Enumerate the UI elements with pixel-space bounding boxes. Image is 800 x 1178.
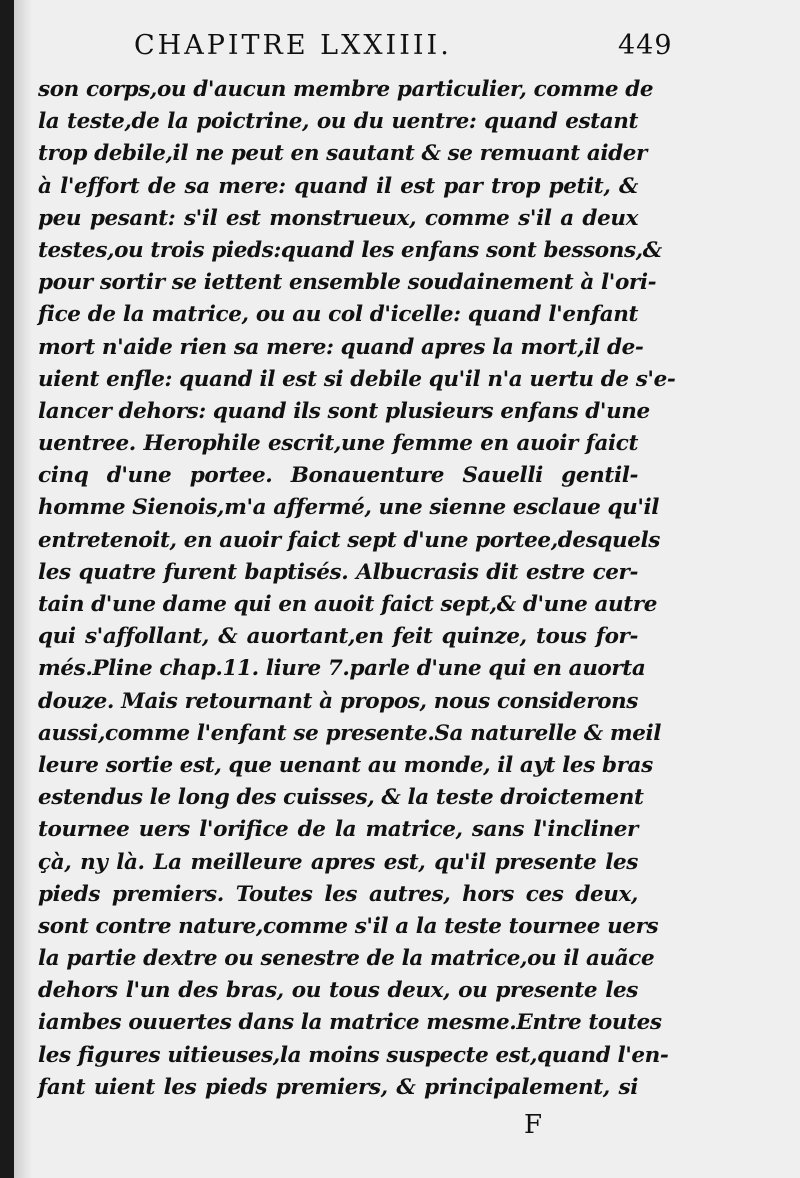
page-header bbox=[134, 30, 674, 70]
text-line: çà, ny là. La meilleure apres est, qu'il presente les bbox=[38, 849, 638, 875]
text-line: entretenoit, en auoir faict sept d'une portee,desquels bbox=[38, 527, 661, 553]
text-line: tain d'une dame qui en auoit faict sept,& d'une autre bbox=[38, 592, 657, 617]
text-line: aussi,comme l'enfant se presente.Sa naturelle & meil bbox=[38, 720, 662, 746]
text-line: tournee uers l'orifice de la matrice, sans l'incliner bbox=[38, 817, 638, 843]
text-line: la partie dextre ou senestre de la matrice,ou il auãce bbox=[38, 946, 655, 972]
show-through-margin-note bbox=[654, 500, 800, 868]
text-line: fant uient les pieds premiers, & principalement, si bbox=[38, 1074, 638, 1100]
text-line: homme Sienois,m'a affermé, une sienne esclaue qu'il bbox=[38, 495, 660, 521]
text-line: testes,ou trois pieds:quand les enfans sont bessons,& bbox=[38, 237, 662, 263]
text-line: trop debile,il ne peut en sautant & se remuant aider bbox=[38, 141, 647, 167]
body-text bbox=[38, 74, 676, 1104]
text-line: més.Pline chap.11. liure 7.parle d'une qui en auorta bbox=[38, 656, 646, 682]
text-line: qui s'affollant, & auortant,en feit quinze, tous for- bbox=[38, 624, 638, 650]
text-line: fice de la matrice, ou au col d'icelle: quand l'enfant bbox=[38, 302, 638, 328]
text-line: la teste,de la poictrine, ou du uentre: quand estant bbox=[38, 109, 638, 135]
text-line: uient enfle: quand il est si debile qu'il n'a uertu de s'e- bbox=[38, 366, 676, 392]
text-line: lancer dehors: quand ils sont plusieurs enfans d'une bbox=[38, 398, 650, 424]
text-line: douze. Mais retournant à propos, nous considerons bbox=[38, 688, 638, 714]
text-line: les figures uitieuses,la moins suspecte est,quand l'en- bbox=[38, 1042, 669, 1068]
signature-mark: F bbox=[524, 1110, 543, 1140]
text-line: à l'effort de sa mere: quand il est par trop petit, & bbox=[38, 173, 638, 199]
text-line: estendus le long des cuisses, & la teste droictement bbox=[38, 785, 644, 811]
text-line: iambes ouuertes dans la matrice mesme.Entre toutes bbox=[38, 1010, 662, 1036]
running-title: CHAPITRE LXXIIII. bbox=[134, 30, 452, 61]
page-number: 449 bbox=[618, 30, 673, 61]
text-line: leure sortie est, que uenant au monde, il ayt les bras bbox=[38, 752, 653, 778]
text-line: son corps,ou d'aucun membre particulier, comme de bbox=[38, 77, 654, 102]
text-line: sont contre nature,comme s'il a la teste tournee uers bbox=[38, 913, 659, 939]
text-line: pieds premiers. Toutes les autres, hors ces deux, bbox=[38, 881, 638, 907]
text-line: uentree. Herophile escrit,une femme en auoir faict bbox=[38, 431, 638, 457]
text-line: peu pesant: s'il est monstrueux, comme s'il a deux bbox=[38, 205, 638, 231]
text-line: dehors l'un des bras, ou tous deux, ou presente les bbox=[38, 978, 638, 1004]
text-line: pour sortir se iettent ensemble soudainement à l'ori- bbox=[38, 270, 657, 296]
text-line: mort n'aide rien sa mere: quand apres la mort,il de- bbox=[38, 334, 644, 360]
book-page bbox=[14, 0, 800, 1178]
text-line: cinq d'une portee. Bonauenture Sauelli gentil- bbox=[38, 463, 638, 489]
text-line: les quatre furent baptisés. Albucrasis dit estre cer- bbox=[38, 559, 638, 585]
